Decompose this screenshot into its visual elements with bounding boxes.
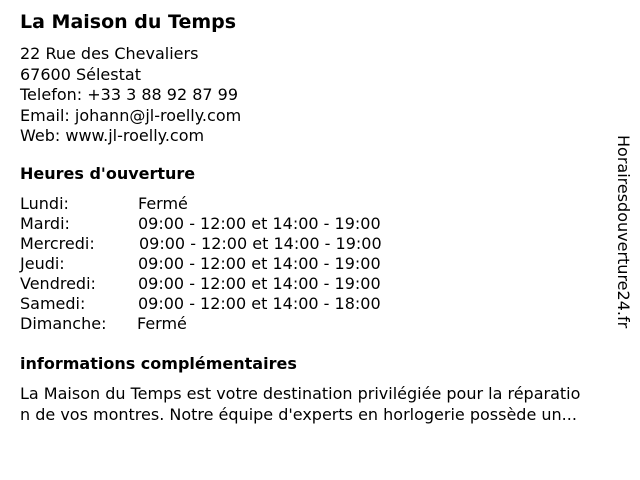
time-value: Fermé [138, 194, 188, 213]
time-value: Fermé [137, 314, 187, 333]
site-watermark [612, 135, 636, 345]
additional-info-heading: informations complémentaires [20, 354, 297, 373]
email-address: Email: johann@jl-roelly.com [20, 105, 242, 125]
time-value: 09:00 - 12:00 et 14:00 - 19:00 [138, 214, 381, 233]
day-label: Mercredi: [20, 234, 95, 253]
watermark-text: Horairesdouverture24.fr [614, 135, 633, 329]
business-name: La Maison du Temps [20, 11, 237, 33]
phone-number: Telefon: +33 3 88 92 87 99 [20, 85, 239, 104]
day-label: Lundi: [20, 194, 69, 213]
business-description [20, 383, 630, 425]
day-label: Dimanche: [20, 314, 107, 333]
time-value: 09:00 - 12:00 et 14:00 - 18:00 [138, 294, 381, 313]
day-label: Jeudi: [20, 254, 65, 273]
time-value: 09:00 - 12:00 et 14:00 - 19:00 [138, 274, 381, 293]
description-line: n de vos montres. Notre équipe d'experts en horlogerie possède un... [20, 405, 577, 424]
contact-block [20, 44, 241, 147]
time-value: 09:00 - 12:00 et 14:00 - 19:00 [138, 254, 381, 273]
website: Web: www.jl-roelly.com [20, 126, 205, 145]
address-city: 67600 Sélestat [20, 64, 141, 84]
description-line: La Maison du Temps est votre destination privilégiée pour la réparatio [20, 384, 581, 403]
address-street: 22 Rue des Chevaliers [20, 44, 199, 63]
day-label: Samedi: [20, 294, 86, 313]
opening-hours-heading: Heures d'ouverture [20, 164, 196, 183]
time-value: 09:00 - 12:00 et 14:00 - 19:00 [139, 234, 382, 253]
day-label: Mardi: [20, 214, 70, 233]
day-label: Vendredi: [20, 274, 96, 293]
